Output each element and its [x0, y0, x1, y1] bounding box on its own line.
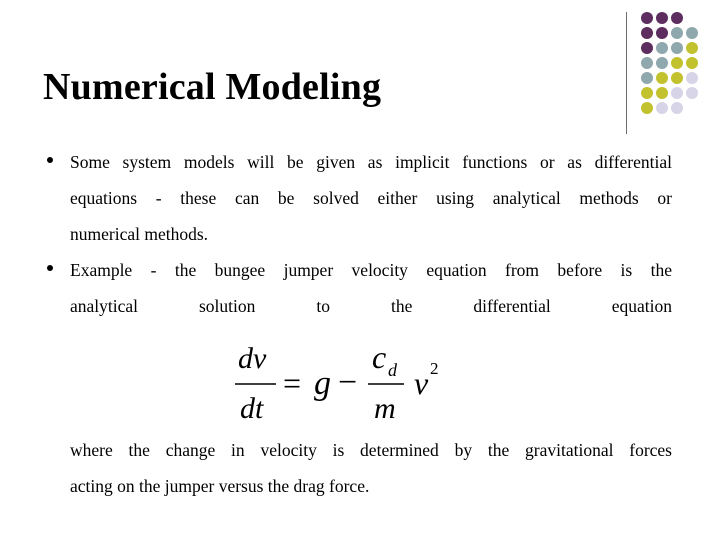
bullet-2-text [70, 252, 672, 324]
bullet-icon [47, 265, 53, 271]
decorative-dot [686, 27, 698, 39]
eq-minus: − [338, 364, 358, 401]
decorative-dot [671, 102, 683, 114]
decorative-dot [671, 72, 683, 84]
slide-title: Numerical Modeling [43, 66, 382, 108]
decorative-dot [656, 12, 668, 24]
eq-g: g [314, 365, 331, 402]
decorative-dot [641, 102, 653, 114]
eq-c: c [372, 340, 387, 375]
decorative-dot [641, 12, 653, 24]
bullet-1-line-3: numerical methods. [70, 224, 209, 244]
decorative-dot [686, 42, 698, 54]
eq-equals: = [283, 365, 302, 401]
decorative-dot [641, 42, 653, 54]
decorative-dot [671, 87, 683, 99]
eq-dv: dv [238, 342, 267, 375]
decorative-dot [641, 72, 653, 84]
decorative-dot [686, 72, 698, 84]
decorative-dot [656, 42, 668, 54]
decorative-dot [641, 57, 653, 69]
decorative-dot [656, 57, 668, 69]
eq-dt: dt [240, 392, 264, 425]
continuation-line-1: where the change in velocity is determined by the gravitational forces [70, 440, 672, 460]
decorative-dot [656, 87, 668, 99]
decorative-dot [671, 12, 683, 24]
bullet-2-line-2: analytical solution to the differential equation [70, 296, 672, 316]
decorative-dot [641, 27, 653, 39]
eq-v: v [414, 365, 429, 401]
decorative-dot [671, 27, 683, 39]
decorative-dot [656, 72, 668, 84]
decorative-dot-grid [641, 12, 698, 129]
continuation-line-2: acting on the jumper versus the drag force. [70, 476, 370, 496]
decorative-dot [671, 42, 683, 54]
bullet-2-line-1: Example - the bungee jumper velocity equation from before is the [70, 260, 672, 280]
bullet-icon [47, 157, 53, 163]
bullet-1-line-1: Some system models will be given as implicit functions or as differential [70, 152, 672, 172]
decorative-dot [656, 102, 668, 114]
decorative-dot [671, 57, 683, 69]
bullet-1-line-2: equations - these can be solved either using analytical methods or [70, 188, 672, 208]
decorative-dot [656, 27, 668, 39]
eq-exponent: 2 [430, 359, 439, 378]
decorative-dot [686, 87, 698, 99]
bullet-1-text [70, 144, 672, 252]
eq-d-subscript: d [388, 360, 397, 380]
decorative-divider [626, 12, 627, 134]
eq-m: m [374, 392, 396, 425]
differential-equation [232, 340, 452, 426]
decorative-dot [686, 57, 698, 69]
decorative-dot [641, 87, 653, 99]
continuation-text [70, 432, 672, 504]
